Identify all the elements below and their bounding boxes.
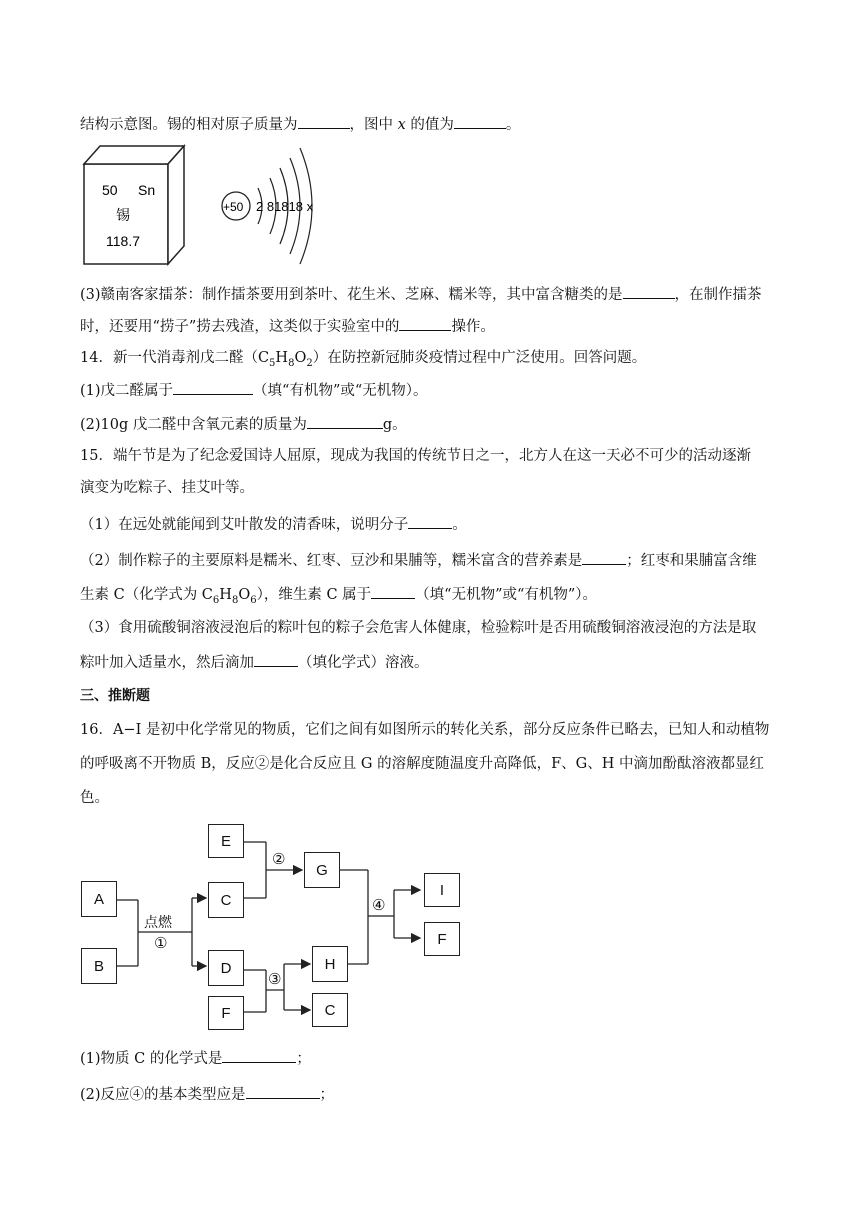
text: ，图中 bbox=[349, 117, 393, 133]
subscript: 8 bbox=[231, 594, 239, 606]
text: g。 bbox=[382, 417, 407, 433]
q15-stem1: 15．端午节是为了纪念爱国诗人屈原，现成为我国的传统节日之一，北方人在这一天必不可少的活动逐渐 bbox=[80, 448, 751, 464]
text: O bbox=[238, 587, 251, 603]
q15-p2-line2 bbox=[80, 584, 597, 611]
reaction-1-label: ① bbox=[154, 934, 168, 952]
text: (2)反应④的基本类型应是 bbox=[80, 1087, 246, 1103]
tin-number: 50 bbox=[102, 182, 118, 198]
q15-p2-line1 bbox=[80, 550, 757, 571]
subscript: 8 bbox=[288, 357, 295, 369]
text: O bbox=[294, 350, 307, 366]
node-A: A bbox=[81, 881, 117, 917]
blank-c-formula[interactable] bbox=[222, 1048, 296, 1063]
text: （2）制作粽子的主要原料是糯米、红枣、豆沙和果脯等，糯米富含的营养素是 bbox=[80, 553, 583, 569]
reaction-3-label: ③ bbox=[268, 970, 282, 988]
text: 。 bbox=[452, 517, 467, 533]
q15-stem2: 演变为吃粽子、挂艾叶等。 bbox=[80, 480, 254, 496]
text: (3)赣南客家擂茶：制作擂茶要用到茶叶、花生米、芝麻、糯米等，其中富含糖类的是 bbox=[80, 287, 623, 303]
blank-molecule[interactable] bbox=[408, 514, 452, 529]
subscript: 2 bbox=[306, 357, 313, 369]
text: （填“有机物”或“无机物）。 bbox=[253, 383, 428, 399]
blank-organic[interactable] bbox=[173, 380, 253, 395]
nucleus-label: +50 bbox=[223, 200, 244, 214]
text: （1）在远处就能闻到艾叶散发的清香味，说明分子 bbox=[80, 517, 409, 533]
atomic-structure bbox=[222, 148, 314, 264]
q15-p3-line2 bbox=[80, 652, 429, 673]
q14-p1 bbox=[80, 380, 428, 401]
condition-label: 点燃 bbox=[144, 915, 172, 931]
q15-p3-line1: （3）食用硫酸铜溶液浸泡后的粽叶包的粽子会危害人体健康，检验粽叶是否用硫酸铜溶液浸泡的方法是取 bbox=[80, 620, 757, 636]
q13-p3-line1 bbox=[80, 284, 762, 305]
node-F1: F bbox=[208, 996, 244, 1030]
tin-symbol: Sn bbox=[138, 182, 156, 198]
reaction-2-label: ② bbox=[272, 850, 286, 868]
subscript: 6 bbox=[250, 594, 257, 606]
q15-p1 bbox=[80, 514, 467, 535]
text: ； bbox=[296, 1051, 311, 1067]
text: 时，还要用“捞子”捞去残渣，这类似于实验室中的 bbox=[80, 319, 400, 335]
text: （填化学式）溶液。 bbox=[298, 655, 429, 671]
node-D: D bbox=[208, 950, 244, 986]
text: 。 bbox=[505, 117, 521, 133]
element-cube bbox=[84, 146, 184, 264]
node-G: G bbox=[304, 852, 340, 888]
blank-reaction-type[interactable] bbox=[246, 1084, 320, 1099]
text: 生素 C（化学式为 C bbox=[80, 587, 213, 603]
blank-nutrient[interactable] bbox=[582, 550, 626, 565]
blank-mass[interactable] bbox=[298, 114, 350, 129]
text: 的值为 bbox=[410, 117, 454, 133]
section-title: 三、推断题 bbox=[80, 688, 150, 704]
text: ，在制作擂茶 bbox=[674, 287, 762, 303]
text: 粽叶加入适量水，然后滴加 bbox=[80, 655, 254, 671]
node-B: B bbox=[81, 948, 117, 984]
blank-operation[interactable] bbox=[399, 316, 451, 331]
blank-x[interactable] bbox=[454, 114, 506, 129]
text: ），维生素 C 属于 bbox=[256, 587, 372, 603]
text: (2)10g 戊二醛中含氧元素的质量为 bbox=[80, 417, 307, 433]
blank-oxygen-mass[interactable] bbox=[307, 414, 383, 429]
text: ； bbox=[319, 1087, 335, 1103]
node-C2: C bbox=[312, 993, 348, 1027]
node-C1: C bbox=[208, 882, 244, 918]
reaction-4-label: ④ bbox=[372, 896, 386, 914]
tin-name: 锡 bbox=[116, 207, 130, 223]
text: H bbox=[219, 587, 232, 603]
node-H: H bbox=[312, 946, 348, 982]
text: 结构示意图。锡的相对原子质量为 bbox=[80, 117, 298, 133]
q13-p3-line2 bbox=[80, 316, 495, 337]
var-x: x bbox=[397, 117, 406, 133]
shell-electrons: 2 81818 x bbox=[256, 199, 314, 214]
text: ）在防控新冠肺炎疫情过程中广泛使用。回答问题。 bbox=[312, 350, 647, 366]
q16-stem3: 色。 bbox=[80, 790, 109, 806]
q16-stem1: 16．A−I 是初中化学常见的物质，它们之间有如图所示的转化关系，部分反应条件已略去，已知人和动植物 bbox=[80, 722, 770, 738]
text: （填“无机物”或“有机物”）。 bbox=[415, 587, 598, 603]
q16-p2 bbox=[80, 1084, 334, 1105]
text: (1)物质 C 的化学式是 bbox=[80, 1051, 223, 1067]
node-F2: F bbox=[424, 922, 460, 956]
q13-line1 bbox=[80, 114, 520, 135]
node-E: E bbox=[208, 824, 244, 858]
q16-p1 bbox=[80, 1048, 311, 1069]
node-I: I bbox=[424, 873, 460, 907]
blank-vitc[interactable] bbox=[371, 584, 415, 599]
q14-stem bbox=[80, 348, 646, 374]
tin-mass: 118.7 bbox=[106, 233, 140, 249]
text: 操作。 bbox=[451, 319, 495, 335]
text: (1)戊二醛属于 bbox=[80, 383, 174, 399]
q16-stem2: 的呼吸离不开物质 B，反应②是化合反应且 G 的溶解度随温度升高降低，F、G、H 中滴加酚酞溶液都显红 bbox=[80, 756, 764, 772]
subscript: 6 bbox=[212, 594, 220, 606]
text: ；红枣和果脯富含维 bbox=[626, 553, 757, 569]
blank-sugar[interactable] bbox=[623, 284, 675, 299]
tin-element-figure bbox=[80, 140, 340, 270]
blank-formula[interactable] bbox=[254, 652, 298, 667]
q14-p2 bbox=[80, 414, 407, 435]
text: H bbox=[275, 350, 289, 366]
text: 14．新一代消毒剂戊二醛（C bbox=[80, 350, 270, 366]
subscript: 5 bbox=[269, 357, 276, 369]
